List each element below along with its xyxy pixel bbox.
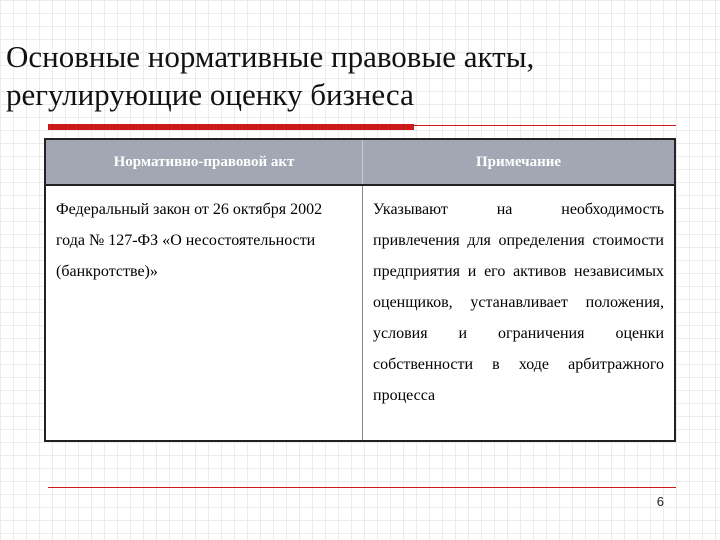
cell-legal-act: Федеральный закон от 26 октября 2002 года № 127-ФЗ «О несостоятельности (банкротстве)» <box>45 185 363 441</box>
cell-note: Указывают на необходимость привлечения для определения стоимости предприятия и его активов независимых оценщиков, устанавливает положения, условия и ограничения оценки собственности в ходе арбитражного процесса <box>373 201 664 404</box>
bottom-divider-line <box>48 487 676 488</box>
header-legal-act: Нормативно-правовой акт <box>45 139 363 185</box>
header-note: Примечание <box>363 139 676 185</box>
slide-title <box>6 38 706 114</box>
slide-title-line-2: регулирующие оценку бизнеса <box>6 77 414 112</box>
table-header-row <box>45 139 675 185</box>
page-number: 6 <box>656 494 664 509</box>
slide-title-line-1: Основные нормативные правовые акты, <box>6 39 535 74</box>
table-row <box>45 185 675 441</box>
legal-acts-table <box>44 138 676 442</box>
title-accent-bar <box>48 124 414 130</box>
